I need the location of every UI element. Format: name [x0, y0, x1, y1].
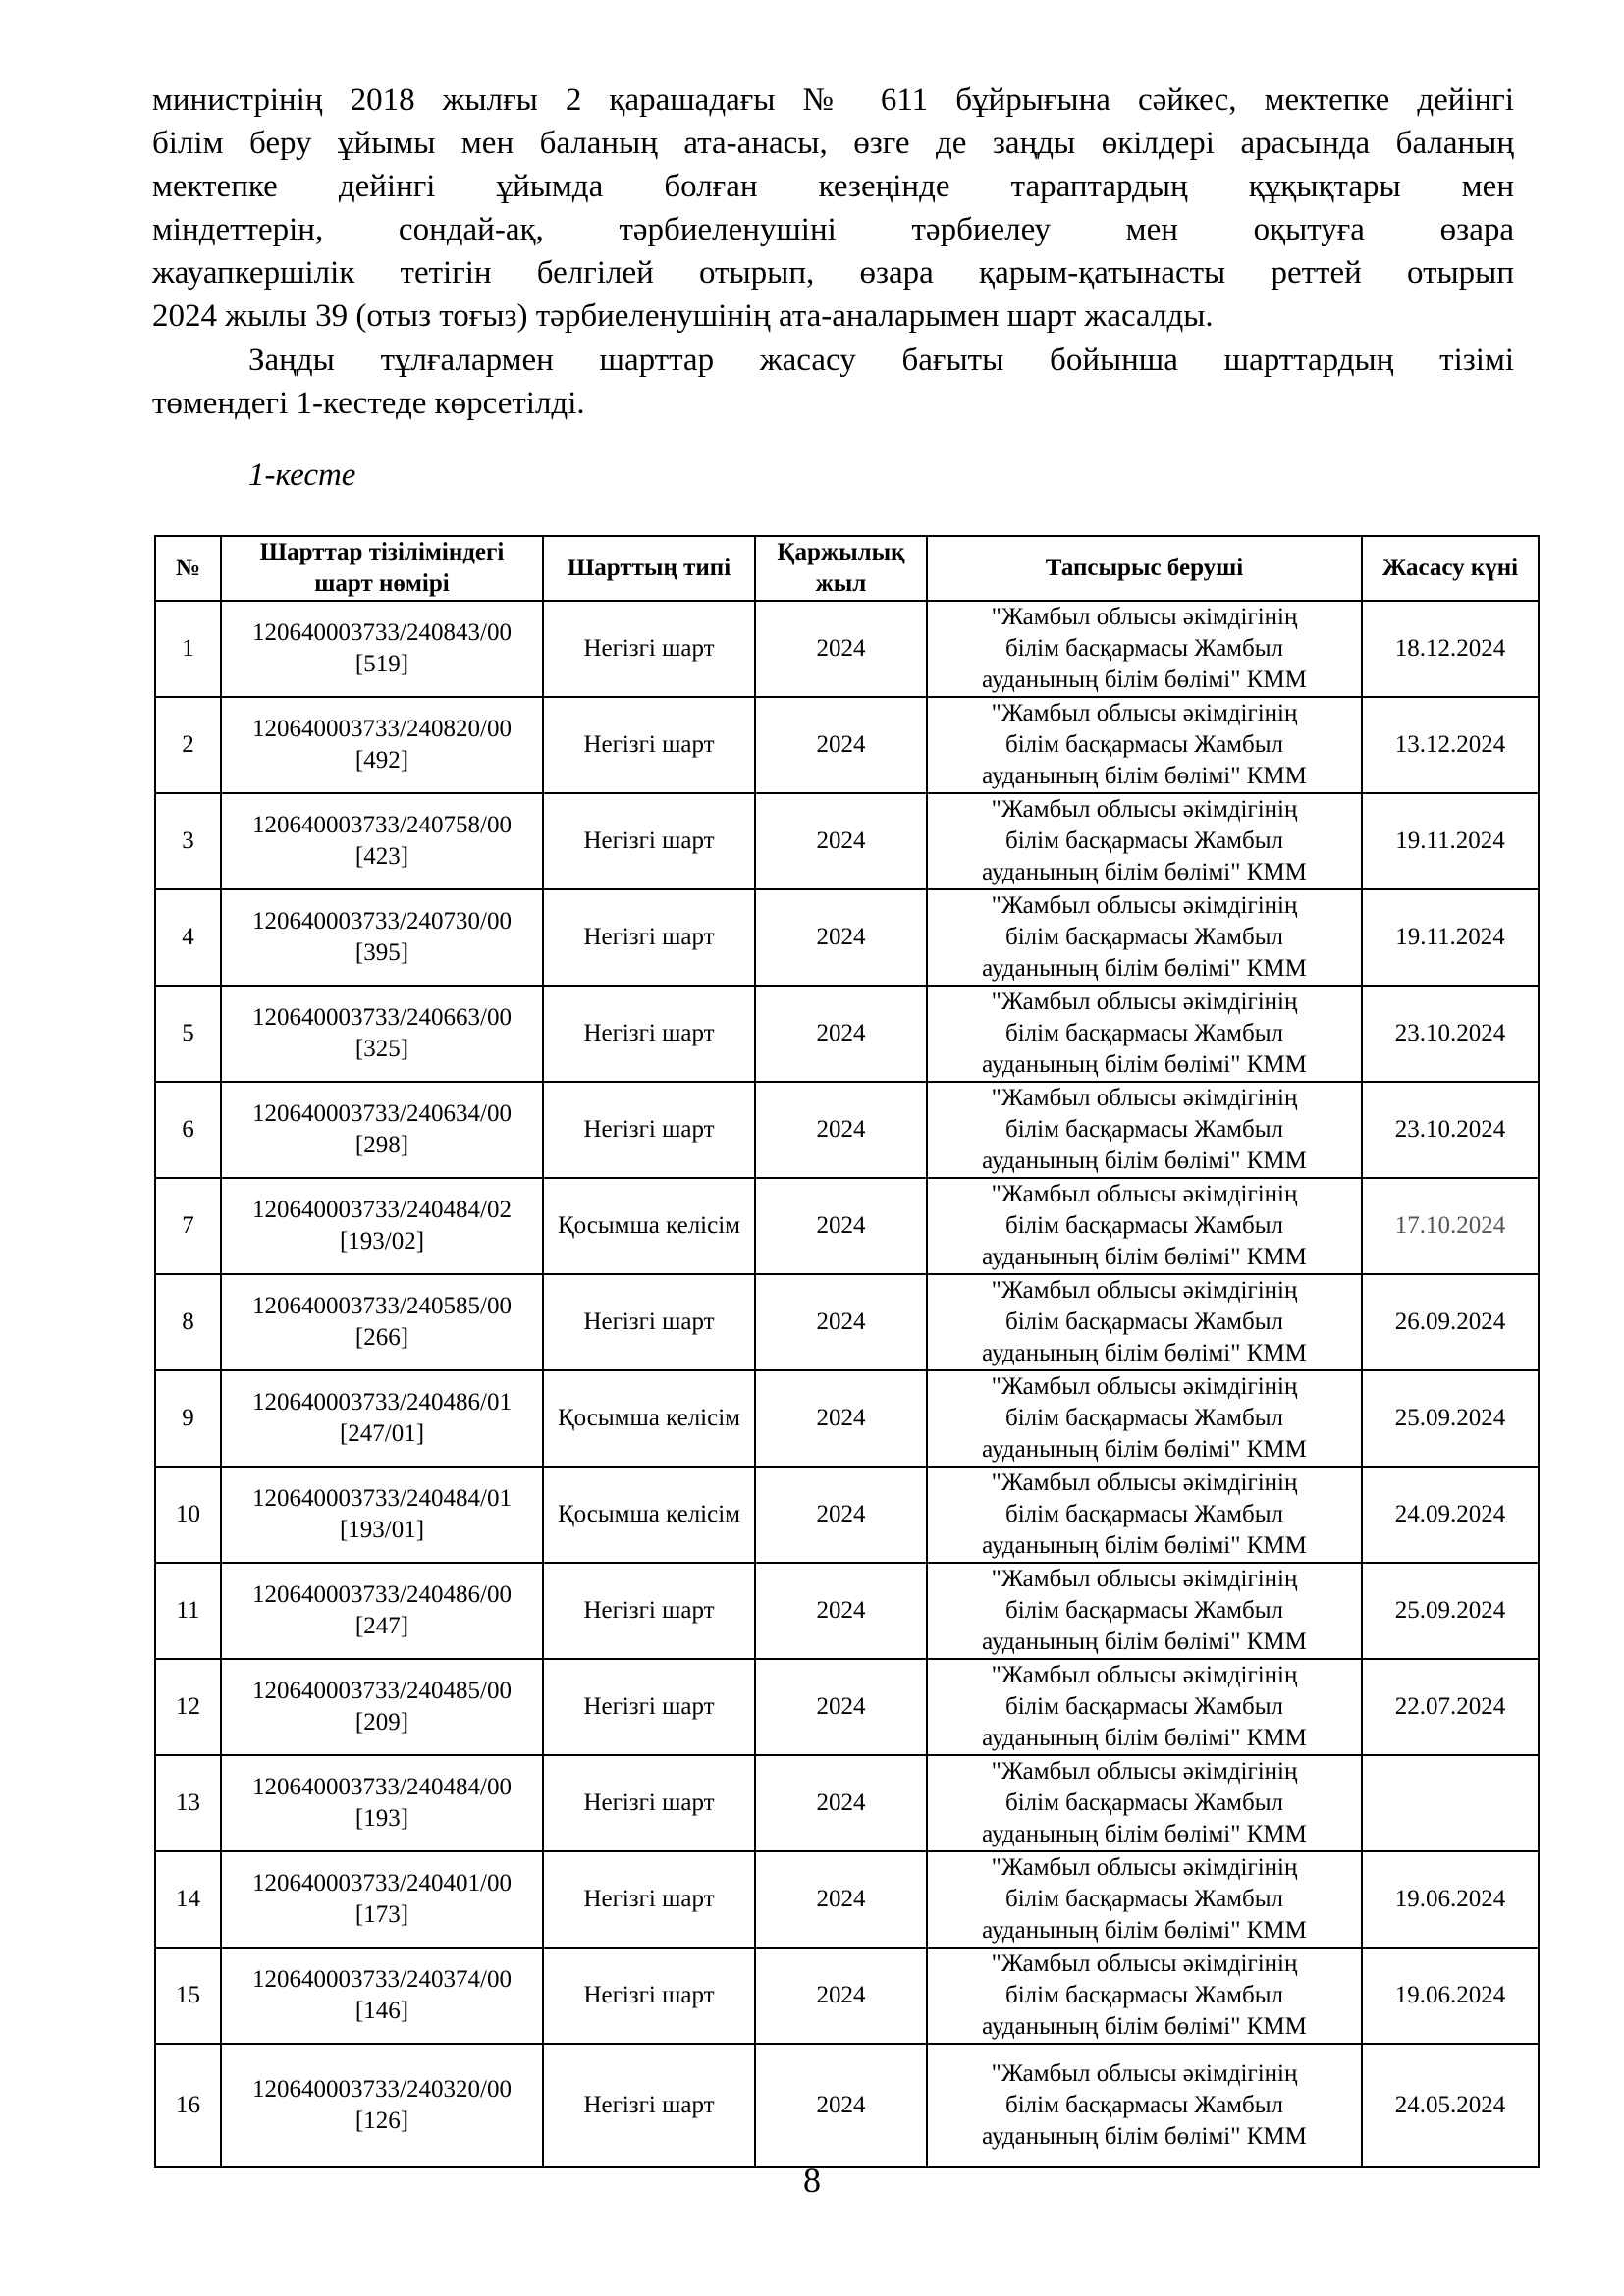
cell-financial-year: 2024	[755, 986, 927, 1082]
cell-register-number	[221, 1467, 543, 1563]
customer-line: ауданының білім бөлімі" КММ	[982, 1725, 1307, 1751]
cell-date: 18.12.2024	[1362, 601, 1539, 697]
register-number: 120640003733/240374/00	[252, 1966, 512, 1993]
cell-contract-type: Негізгі шарт	[543, 2044, 755, 2167]
table-caption: 1-кесте	[248, 457, 356, 493]
header-contract-type: Шарттың типі	[543, 536, 755, 601]
customer-line: "Жамбыл облысы әкімдігінің	[991, 892, 1298, 919]
cell-date: 19.11.2024	[1362, 793, 1539, 889]
cell-num: 10	[155, 1467, 221, 1563]
header-customer: Тапсырыс беруші	[927, 536, 1362, 601]
customer-line: "Жамбыл облысы әкімдігінің	[991, 796, 1298, 823]
cell-register-number	[221, 697, 543, 793]
cell-customer	[927, 1082, 1362, 1178]
table-row	[155, 1851, 1539, 1948]
register-sub-number: [395]	[354, 939, 409, 966]
cell-register-number	[221, 793, 543, 889]
customer-line: білім басқармасы Жамбыл	[1004, 1405, 1283, 1431]
customer-line: білім басқармасы Жамбыл	[1004, 2092, 1283, 2118]
cell-financial-year: 2024	[755, 793, 927, 889]
header-financial-year	[755, 536, 927, 601]
cell-contract-type: Негізгі шарт	[543, 1563, 755, 1659]
register-sub-number: [173]	[354, 1901, 409, 1928]
register-number: 120640003733/240401/00	[252, 1870, 512, 1896]
table-header-row	[155, 536, 1539, 601]
customer-line: білім басқармасы Жамбыл	[1004, 1501, 1283, 1527]
table-row	[155, 1274, 1539, 1370]
cell-date: 19.06.2024	[1362, 1851, 1539, 1948]
cell-date: 13.12.2024	[1362, 697, 1539, 793]
customer-line: ауданының білім бөлімі" КММ	[982, 763, 1307, 789]
cell-num: 9	[155, 1370, 221, 1467]
table-row	[155, 1563, 1539, 1659]
contracts-table	[154, 535, 1540, 2168]
table-row	[155, 1948, 1539, 2044]
cell-financial-year: 2024	[755, 1659, 927, 1755]
register-sub-number: [193/01]	[339, 1517, 425, 1543]
cell-num: 14	[155, 1851, 221, 1948]
cell-date: 19.06.2024	[1362, 1948, 1539, 2044]
cell-date: 19.11.2024	[1362, 889, 1539, 986]
cell-register-number	[221, 1948, 543, 2044]
customer-line: "Жамбыл облысы әкімдігінің	[991, 2060, 1298, 2087]
cell-contract-type: Негізгі шарт	[543, 793, 755, 889]
cell-customer	[927, 793, 1362, 889]
cell-customer	[927, 986, 1362, 1082]
register-sub-number: [247/01]	[339, 1420, 425, 1447]
cell-customer	[927, 889, 1362, 986]
cell-customer	[927, 601, 1362, 697]
header-register-number	[221, 536, 543, 601]
customer-line: ауданының білім бөлімі" КММ	[982, 955, 1307, 982]
register-number: 120640003733/240484/01	[252, 1485, 512, 1512]
cell-financial-year: 2024	[755, 2044, 927, 2167]
customer-line: ауданының білім бөлімі" КММ	[982, 1917, 1307, 1944]
customer-line: "Жамбыл облысы әкімдігінің	[991, 700, 1298, 726]
cell-date: 22.07.2024	[1362, 1659, 1539, 1755]
register-number: 120640003733/240663/00	[252, 1004, 512, 1031]
customer-line: ауданының білім бөлімі" КММ	[982, 667, 1307, 693]
cell-register-number	[221, 889, 543, 986]
customer-line: білім басқармасы Жамбыл	[1004, 1789, 1283, 1816]
cell-financial-year: 2024	[755, 1563, 927, 1659]
customer-line: ауданының білім бөлімі" КММ	[982, 1629, 1307, 1655]
cell-num: 2	[155, 697, 221, 793]
table-body	[155, 601, 1539, 2167]
customer-line: білім басқармасы Жамбыл	[1004, 1116, 1283, 1143]
cell-num: 4	[155, 889, 221, 986]
table-row	[155, 793, 1539, 889]
cell-financial-year: 2024	[755, 1467, 927, 1563]
cell-date: 17.10.2024	[1362, 1178, 1539, 1274]
table-row	[155, 1659, 1539, 1755]
register-sub-number: [126]	[354, 2108, 409, 2134]
header-num: №	[155, 536, 221, 601]
header-financial-year-line1: Қаржылық	[777, 539, 905, 565]
cell-date: 24.09.2024	[1362, 1467, 1539, 1563]
cell-contract-type: Негізгі шарт	[543, 889, 755, 986]
cell-financial-year: 2024	[755, 601, 927, 697]
paragraph-line: білім беру ұйымы мен баланың ата-анасы, өзге де заңды өкілдері арасында баланың	[152, 126, 1514, 161]
table-row	[155, 1082, 1539, 1178]
customer-line: "Жамбыл облысы әкімдігінің	[991, 1566, 1298, 1592]
customer-line: "Жамбыл облысы әкімдігінің	[991, 1181, 1298, 1207]
table-row	[155, 1370, 1539, 1467]
register-number: 120640003733/240843/00	[252, 619, 512, 646]
cell-customer	[927, 1467, 1362, 1563]
customer-line: білім басқармасы Жамбыл	[1004, 731, 1283, 758]
header-financial-year-line2: жыл	[815, 570, 867, 597]
customer-line: ауданының білім бөлімі" КММ	[982, 2123, 1307, 2150]
paragraph-line: міндеттерін, сондай-ақ, тәрбиеленушіні тәрбиелеу мен оқытуға өзара	[152, 212, 1514, 247]
cell-financial-year: 2024	[755, 889, 927, 986]
cell-contract-type: Қосымша келісім	[543, 1467, 755, 1563]
cell-num: 6	[155, 1082, 221, 1178]
register-sub-number: [266]	[354, 1324, 409, 1351]
paragraph-line: 2024 жылы 39 (отыз тоғыз) тәрбиеленушінің ата-аналарымен шарт жасалды.	[152, 298, 1214, 334]
cell-contract-type: Негізгі шарт	[543, 1082, 755, 1178]
register-number: 120640003733/240634/00	[252, 1100, 512, 1127]
register-sub-number: [298]	[354, 1132, 409, 1158]
cell-date	[1362, 1755, 1539, 1851]
customer-line: "Жамбыл облысы әкімдігінің	[991, 1469, 1298, 1496]
cell-financial-year: 2024	[755, 1178, 927, 1274]
cell-contract-type: Негізгі шарт	[543, 601, 755, 697]
cell-num: 15	[155, 1948, 221, 2044]
paragraph-line: төмендегі 1-кестеде көрсетілді.	[152, 386, 585, 421]
cell-customer	[927, 1659, 1362, 1755]
customer-line: ауданының білім бөлімі" КММ	[982, 859, 1307, 885]
register-number: 120640003733/240486/00	[252, 1581, 512, 1608]
register-number: 120640003733/240820/00	[252, 716, 512, 742]
cell-contract-type: Негізгі шарт	[543, 1274, 755, 1370]
customer-line: ауданының білім бөлімі" КММ	[982, 1051, 1307, 1078]
register-sub-number: [492]	[354, 747, 409, 774]
customer-line: білім басқармасы Жамбыл	[1004, 1020, 1283, 1046]
paragraph-line: мектепке дейінгі ұйымда болған кезеңінде тараптардың құқықтары мен	[152, 169, 1514, 204]
cell-financial-year: 2024	[755, 1274, 927, 1370]
cell-contract-type: Негізгі шарт	[543, 1755, 755, 1851]
customer-line: "Жамбыл облысы әкімдігінің	[991, 1950, 1298, 1977]
cell-customer	[927, 1274, 1362, 1370]
cell-contract-type: Негізгі шарт	[543, 986, 755, 1082]
customer-line: білім басқармасы Жамбыл	[1004, 1886, 1283, 1912]
cell-contract-type: Негізгі шарт	[543, 697, 755, 793]
customer-line: ауданының білім бөлімі" КММ	[982, 1532, 1307, 1559]
cell-contract-type: Қосымша келісім	[543, 1370, 755, 1467]
cell-financial-year: 2024	[755, 697, 927, 793]
customer-line: "Жамбыл облысы әкімдігінің	[991, 988, 1298, 1015]
customer-line: білім басқармасы Жамбыл	[1004, 1982, 1283, 2008]
customer-line: "Жамбыл облысы әкімдігінің	[991, 1277, 1298, 1304]
register-number: 120640003733/240484/00	[252, 1774, 512, 1800]
cell-date: 26.09.2024	[1362, 1274, 1539, 1370]
cell-financial-year: 2024	[755, 1851, 927, 1948]
table-row	[155, 697, 1539, 793]
customer-line: ауданының білім бөлімі" КММ	[982, 1821, 1307, 1847]
customer-line: "Жамбыл облысы әкімдігінің	[991, 1758, 1298, 1785]
cell-register-number	[221, 1563, 543, 1659]
customer-line: "Жамбыл облысы әкімдігінің	[991, 1085, 1298, 1111]
register-sub-number: [209]	[354, 1709, 409, 1735]
table-row	[155, 601, 1539, 697]
register-sub-number: [325]	[354, 1036, 409, 1062]
cell-num: 3	[155, 793, 221, 889]
customer-line: ауданының білім бөлімі" КММ	[982, 2013, 1307, 2040]
cell-register-number	[221, 2044, 543, 2167]
customer-line: "Жамбыл облысы әкімдігінің	[991, 1373, 1298, 1400]
cell-contract-type: Негізгі шарт	[543, 1948, 755, 2044]
cell-num: 16	[155, 2044, 221, 2167]
cell-num: 11	[155, 1563, 221, 1659]
cell-register-number	[221, 1178, 543, 1274]
customer-line: білім басқармасы Жамбыл	[1004, 1597, 1283, 1624]
table-row	[155, 1178, 1539, 1274]
cell-financial-year: 2024	[755, 1755, 927, 1851]
table-row	[155, 986, 1539, 1082]
cell-date: 24.05.2024	[1362, 2044, 1539, 2167]
cell-customer	[927, 1178, 1362, 1274]
register-sub-number: [193/02]	[339, 1228, 425, 1255]
register-sub-number: [519]	[354, 651, 409, 677]
cell-register-number	[221, 1274, 543, 1370]
cell-num: 7	[155, 1178, 221, 1274]
customer-line: ауданының білім бөлімі" КММ	[982, 1436, 1307, 1463]
cell-register-number	[221, 1755, 543, 1851]
cell-financial-year: 2024	[755, 1082, 927, 1178]
cell-register-number	[221, 1370, 543, 1467]
cell-customer	[927, 697, 1362, 793]
cell-customer	[927, 2044, 1362, 2167]
cell-contract-type: Қосымша келісім	[543, 1178, 755, 1274]
intro-paragraph	[152, 79, 1514, 338]
cell-customer	[927, 1370, 1362, 1467]
register-sub-number: [146]	[354, 1998, 409, 2024]
customer-line: білім басқармасы Жамбыл	[1004, 1308, 1283, 1335]
register-sub-number: [247]	[354, 1613, 409, 1639]
customer-line: білім басқармасы Жамбыл	[1004, 828, 1283, 854]
register-sub-number: [193]	[354, 1805, 409, 1832]
cell-customer	[927, 1851, 1362, 1948]
table-row	[155, 2044, 1539, 2167]
cell-num: 1	[155, 601, 221, 697]
cell-customer	[927, 1755, 1362, 1851]
register-sub-number: [423]	[354, 843, 409, 870]
cell-financial-year: 2024	[755, 1370, 927, 1467]
cell-register-number	[221, 1082, 543, 1178]
cell-register-number	[221, 1659, 543, 1755]
table-intro-paragraph	[152, 339, 1514, 425]
table-row	[155, 1467, 1539, 1563]
paragraph-line: жауапкершілік тетігін белгілей отырып, өзара қарым-қатынасты реттей отырып	[152, 255, 1514, 291]
header-date: Жасасу күні	[1362, 536, 1539, 601]
cell-register-number	[221, 1851, 543, 1948]
page-number: 8	[803, 2161, 821, 2200]
customer-line: ауданының білім бөлімі" КММ	[982, 1148, 1307, 1174]
customer-line: ауданының білім бөлімі" КММ	[982, 1244, 1307, 1270]
cell-contract-type: Негізгі шарт	[543, 1659, 755, 1755]
paragraph-line: Заңды тұлғалармен шарттар жасасу бағыты бойынша шарттардың тізімі	[248, 343, 1514, 378]
cell-date: 23.10.2024	[1362, 986, 1539, 1082]
register-number: 120640003733/240484/02	[252, 1197, 512, 1223]
cell-financial-year: 2024	[755, 1948, 927, 2044]
cell-customer	[927, 1948, 1362, 2044]
customer-line: білім басқармасы Жамбыл	[1004, 1693, 1283, 1720]
cell-num: 13	[155, 1755, 221, 1851]
cell-contract-type: Негізгі шарт	[543, 1851, 755, 1948]
register-number: 120640003733/240485/00	[252, 1678, 512, 1704]
customer-line: "Жамбыл облысы әкімдігінің	[991, 1662, 1298, 1688]
header-register-number-line2: шарт нөмірі	[314, 570, 450, 597]
cell-num: 12	[155, 1659, 221, 1755]
register-number: 120640003733/240320/00	[252, 2076, 512, 2103]
cell-date: 25.09.2024	[1362, 1370, 1539, 1467]
customer-line: ауданының білім бөлімі" КММ	[982, 1340, 1307, 1366]
cell-date: 25.09.2024	[1362, 1563, 1539, 1659]
header-register-number-line1: Шарттар тізіліміндегі	[259, 539, 505, 565]
customer-line: білім басқармасы Жамбыл	[1004, 635, 1283, 662]
cell-num: 8	[155, 1274, 221, 1370]
register-number: 120640003733/240585/00	[252, 1293, 512, 1319]
customer-line: "Жамбыл облысы әкімдігінің	[991, 1854, 1298, 1881]
paragraph-line: министрінің 2018 жылғы 2 қарашадағы № 611 бұйрығына сәйкес, мектепке дейінгі	[152, 82, 1514, 118]
table-row	[155, 889, 1539, 986]
cell-num: 5	[155, 986, 221, 1082]
customer-line: білім басқармасы Жамбыл	[1004, 1212, 1283, 1239]
customer-line: білім басқармасы Жамбыл	[1004, 924, 1283, 950]
cell-register-number	[221, 986, 543, 1082]
customer-line: "Жамбыл облысы әкімдігінің	[991, 604, 1298, 630]
cell-customer	[927, 1563, 1362, 1659]
table-row	[155, 1755, 1539, 1851]
register-number: 120640003733/240758/00	[252, 812, 512, 838]
register-number: 120640003733/240486/01	[252, 1389, 512, 1415]
register-number: 120640003733/240730/00	[252, 908, 512, 934]
cell-register-number	[221, 601, 543, 697]
cell-date: 23.10.2024	[1362, 1082, 1539, 1178]
